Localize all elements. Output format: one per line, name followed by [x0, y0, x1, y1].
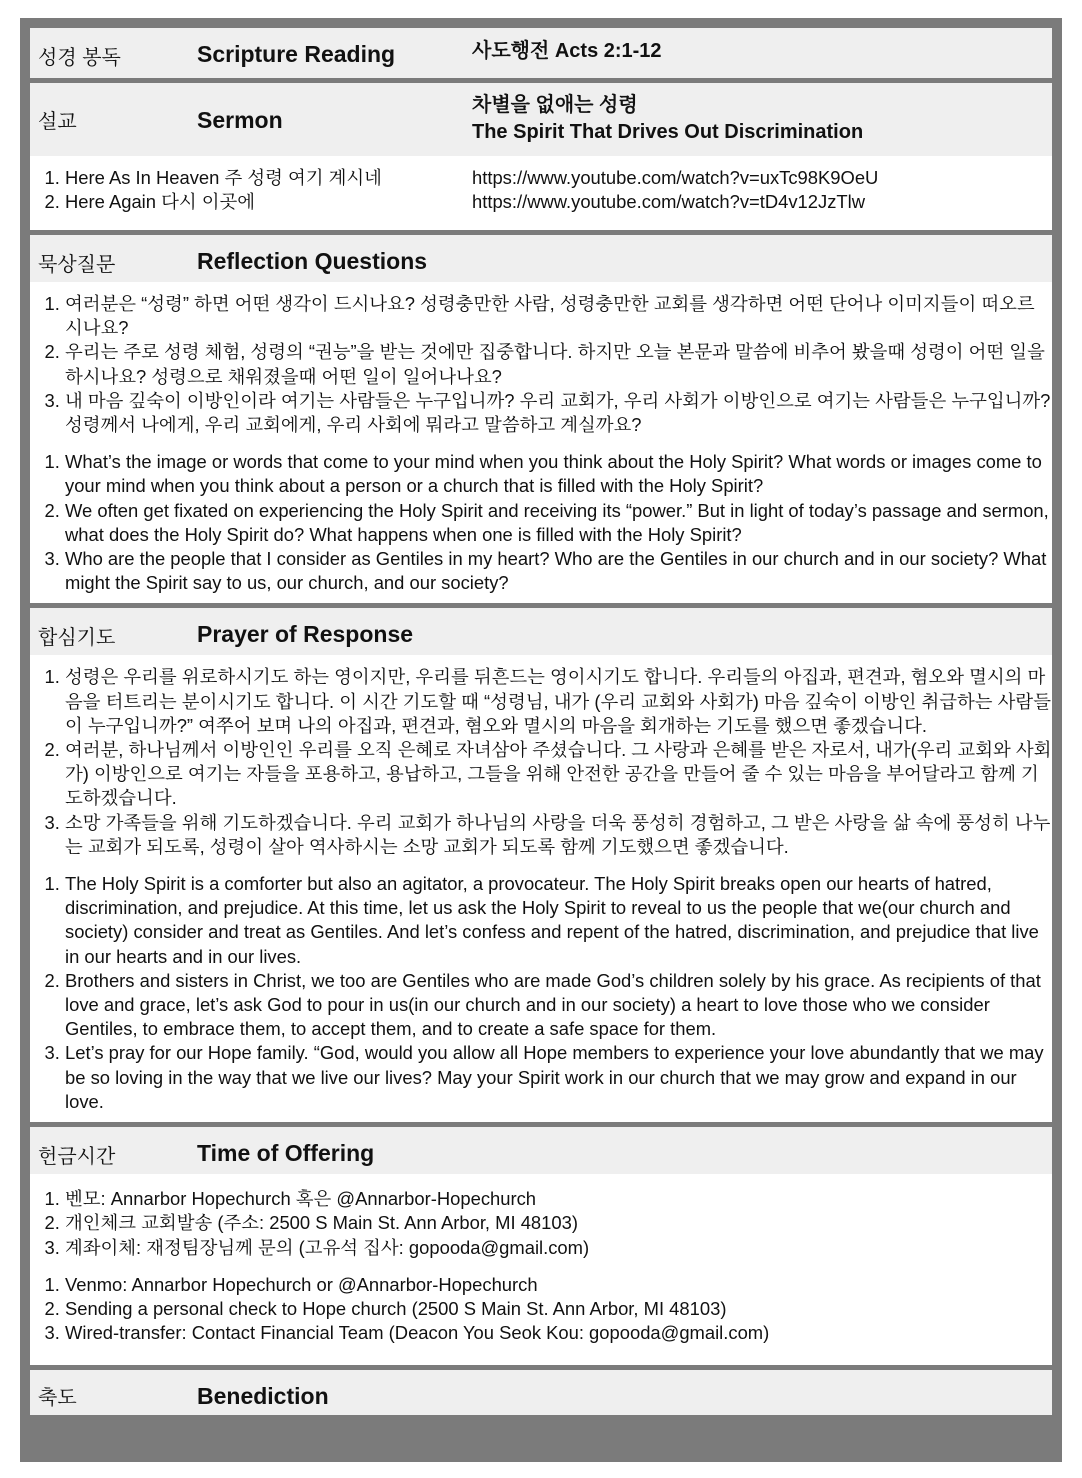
list-item: 2. 개인체크 교회발송 (주소: 2500 S Main St. Ann Arbor, MI 48103)	[65, 1211, 1052, 1235]
list-item: 3. 소망 가족들을 위해 기도하겠습니다. 우리 교회가 하나님의 사랑을 더욱 풍성히 경험하고, 그 받은 사랑을 삶 속에 풍성히 나누는 교회가 되도록, 성령이 살아 역사하시는 소망 교회가 되도록 함께 기도했으면 좋겠습니다.	[65, 811, 1052, 859]
song-title: 2. Here Again 다시 이곳에	[65, 190, 485, 214]
benediction-label-ko: 축도	[38, 1387, 77, 1410]
benediction-header	[30, 1370, 1052, 1415]
song-link[interactable]: https://www.youtube.com/watch?v=tD4v12JzTlw	[472, 191, 866, 213]
list-item: 3. Let’s pray for our Hope family. “God, would you allow all Hope members to experience your love abundantly that we may be so loving in the way that we live our lives? May your Spirit work in our church that we may grow and expand in our love.	[65, 1041, 1052, 1114]
sermon-header	[30, 83, 1052, 156]
scripture-passage: 사도행전 Acts 2:1-12	[472, 40, 662, 62]
list-item: 1. 성령은 우리를 위로하시기도 하는 영이지만, 우리를 뒤흔드는 영이시기도 합니다. 우리들의 아집과, 편견과, 혐오와 멸시의 마음을 터트리는 분이시기도 합니다. 이 시간 기도할 때 “성령님, 내가 (우리 교회와 사회가) 마음 깊숙이 이방인 취급하는 사람들이 누구입니까?” 여쭈어 보며 나의 아집과, 편견과, 혐오와 멸시의 마음을 회개하는 기도를 했으면 좋겠습니다.	[65, 665, 1052, 738]
scripture-header	[30, 28, 1052, 78]
list-item: 1. The Holy Spirit is a comforter but also an agitator, a provocateur. The Holy Spirit breaks open our hearts of hatred, discrimination, and prejudice. At this time, let us ask the Holy Spirit to reveal to us the people that we(our church and society) consider and treat as Gentiles. And let’s confess and repent of the hatred, discrimination, and prejudice that live in our hearts and in our lives.	[65, 872, 1052, 969]
prayer-label-ko: 합심기도	[38, 627, 116, 650]
prayer-list-ko	[30, 665, 1052, 859]
prayer-list-en	[30, 872, 1052, 1114]
list-item: 1. What’s the image or words that come to your mind when you think about the Holy Spirit? What words or images come to your mind when you think about a person or a church that is filled with the Holy Spirit?	[65, 450, 1052, 498]
scripture-label-ko: 성경 봉독	[38, 47, 121, 69]
bulletin-frame	[20, 18, 1062, 1462]
list-item: 3. 내 마음 깊숙이 이방인이라 여기는 사람들은 누구입니까? 우리 교회가, 우리 사회가 이방인으로 여기는 사람들은 누구입니까? 성령께서 나에게, 우리 교회에게, 우리 사회에 뭐라고 말씀하고 계실까요?	[65, 389, 1052, 437]
list-item: 3. Who are the people that I consider as Gentiles in my heart? Who are the Gentiles in our church and in our society? What might the Spirit say to us, our church, and our society?	[65, 547, 1052, 595]
song-list	[30, 156, 1052, 230]
reflection-list-ko	[30, 292, 1052, 437]
song-link[interactable]: https://www.youtube.com/watch?v=uxTc98K9OeU	[472, 167, 879, 188]
list-item: 1. Venmo: Annarbor Hopechurch or @Annarbor-Hopechurch	[65, 1273, 1052, 1297]
list-item: 2. Brothers and sisters in Christ, we too are Gentiles who are made God’s children solely by his grace. As recipients of that love and grace, let’s ask God to pour in us(in our church and in our society) a heart to love those who we consider Gentiles, to embrace them, to accept them, and to create a safe space for them.	[65, 969, 1052, 1042]
song-links	[472, 166, 878, 214]
list-item: 2. 여러분, 하나님께서 이방인인 우리를 오직 은혜로 자녀삼아 주셨습니다. 그 사랑과 은혜를 받은 자로서, 내가(우리 교회와 사회가) 이방인으로 여기는 자들을 포용하고, 용납하고, 그들을 위해 안전한 공간을 만들어 줄 수 있는 마음을 부어달라고 함께 기도하겠습니다.	[65, 738, 1052, 811]
list-item: 1. 벤모: Annarbor Hopechurch 혹은 @Annarbor-Hopechurch	[65, 1187, 1052, 1211]
prayer-body	[30, 655, 1052, 1122]
offering-label-ko: 헌금시간	[38, 1146, 116, 1169]
offering-body	[30, 1174, 1052, 1365]
sermon-label-en: Sermon	[197, 107, 283, 133]
list-item: 1. 여러분은 “성령” 하면 어떤 생각이 드시나요? 성령충만한 사람, 성령충만한 교회를 생각하면 어떤 단어나 이미지들이 떠오르시나요?	[65, 292, 1052, 340]
scripture-label-en: Scripture Reading	[197, 41, 396, 67]
sermon-label-ko: 설교	[38, 111, 77, 133]
reflection-list-en	[30, 450, 1052, 595]
offering-header	[30, 1127, 1052, 1174]
list-item: 2. 우리는 주로 성령 체험, 성령의 “권능”을 받는 것에만 집중합니다. 하지만 오늘 본문과 말씀에 비추어 봤을때 성령이 어떤 일을 하시나요? 성령으로 채워졌을때 어떤 일이 일어나나요?	[65, 340, 1052, 388]
offering-list-en	[30, 1273, 1052, 1346]
reflection-label-ko: 묵상질문	[38, 254, 116, 276]
benediction-label-en: Benediction	[197, 1383, 329, 1410]
sermon-title-en: The Spirit That Drives Out Discrimination	[472, 121, 864, 143]
prayer-label-en: Prayer of Response	[197, 621, 414, 648]
song-titles	[30, 166, 485, 214]
prayer-header	[30, 608, 1052, 655]
list-item: 2. We often get fixated on experiencing the Holy Spirit and receiving its “power.” But in light of today’s passage and sermon, what does the Holy Spirit do? What happens when one is filled with the Holy Spirit?	[65, 499, 1052, 547]
sermon-title	[472, 92, 863, 146]
bulletin-page	[30, 28, 1052, 1415]
list-item: 3. Wired-transfer: Contact Financial Team (Deacon You Seok Kou: gopooda@gmail.com)	[65, 1321, 1052, 1345]
offering-list-ko	[30, 1187, 1052, 1260]
reflection-header	[30, 235, 1052, 282]
list-item: 3. 계좌이체: 재정팀장님께 문의 (고유석 집사: gopooda@gmail.com)	[65, 1236, 1052, 1260]
reflection-body	[30, 282, 1052, 603]
reflection-label-en: Reflection Questions	[197, 248, 428, 274]
sermon-title-ko: 차별을 없애는 성령	[472, 94, 638, 116]
song-title: 1. Here As In Heaven 주 성령 여기 계시네	[65, 166, 485, 190]
offering-label-en: Time of Offering	[197, 1140, 375, 1167]
list-item: 2. Sending a personal check to Hope church (2500 S Main St. Ann Arbor, MI 48103)	[65, 1297, 1052, 1321]
